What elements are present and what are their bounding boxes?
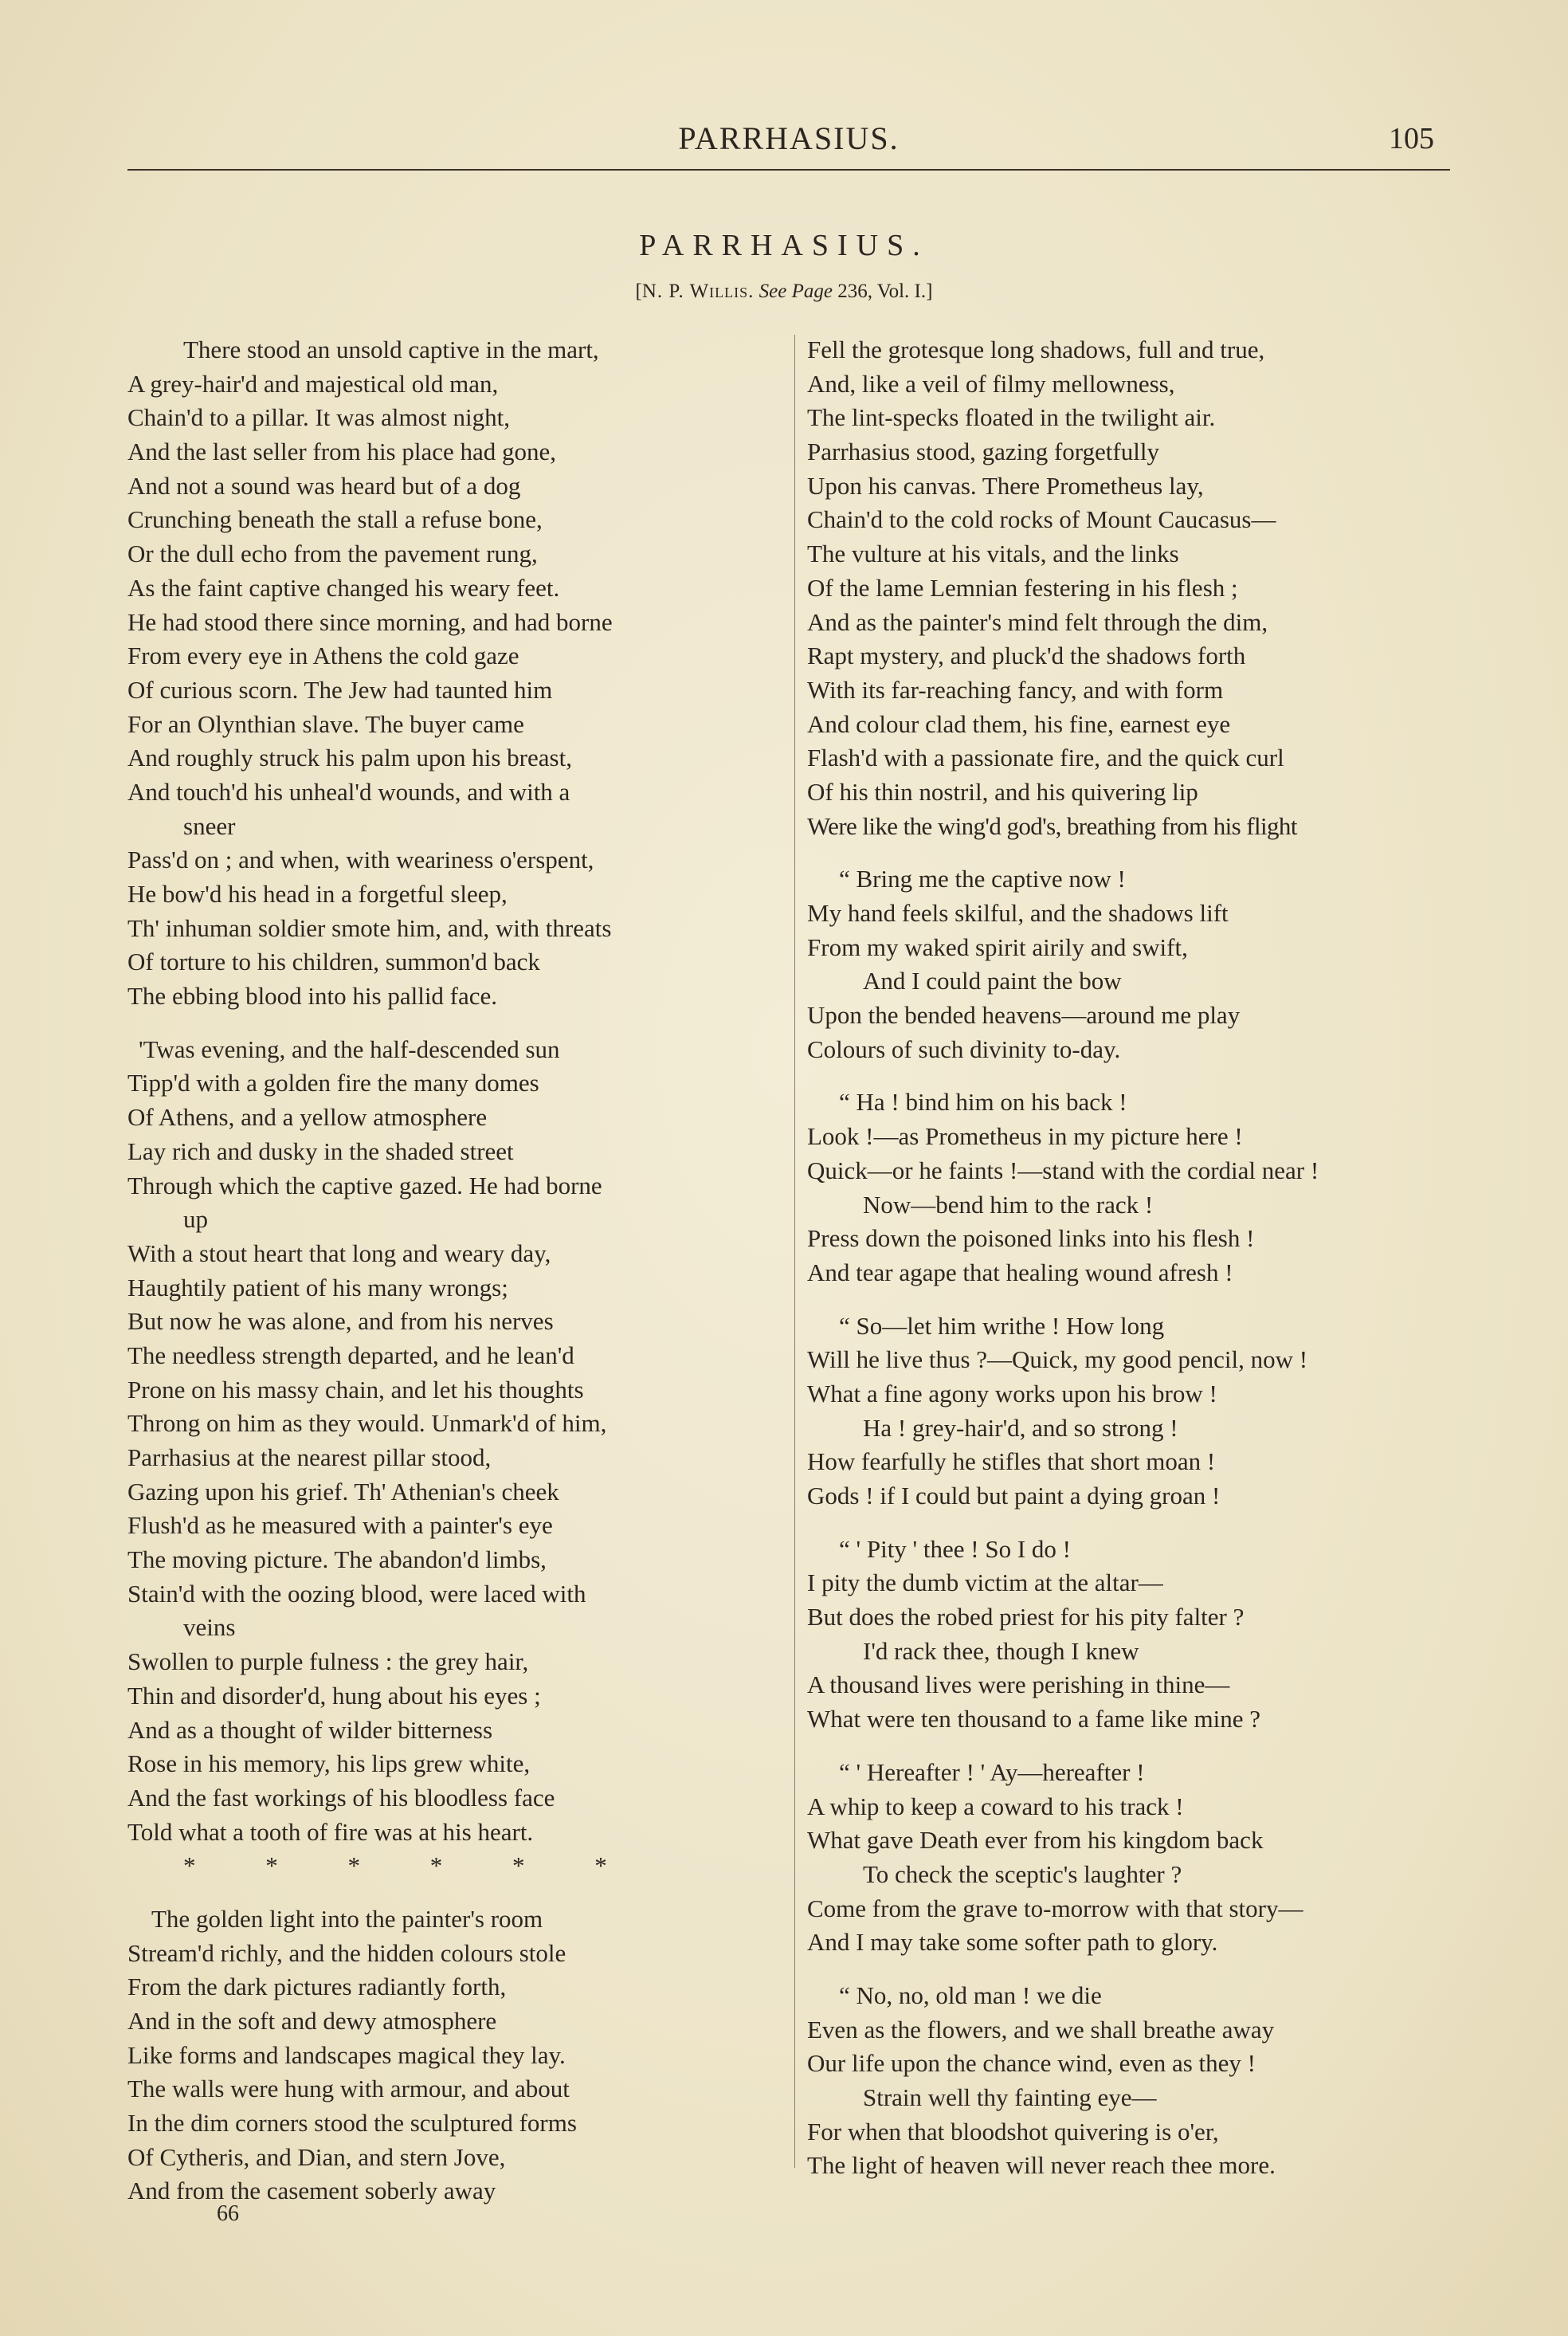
poem-line: Of Athens, and a yellow atmosphere	[127, 1103, 488, 1132]
poem-line: “ No, no, old man ! we die	[839, 1981, 1102, 2009]
running-title: PARRHASIUS.	[678, 120, 900, 156]
poem-line: I'd rack thee, though I knew	[863, 1636, 1139, 1665]
poem-line: Tipp'd with a golden fire the many domes	[127, 1069, 539, 1097]
poem-line: Rose in his memory, his lips grew white,	[127, 1749, 531, 1778]
poem-line: Pass'd on ; and when, with weariness o'erspent,	[127, 846, 594, 874]
poem-line: And I could paint the bow	[863, 967, 1122, 995]
poem-line: Press down the poisoned links into his flesh !	[807, 1224, 1255, 1253]
poem-line: “ ' Hereafter ! ' Ay—hereafter !	[839, 1757, 1145, 1786]
poem-line: A whip to keep a coward to his track !	[807, 1792, 1184, 1820]
poem-line: Or the dull echo from the pavement rung,	[127, 540, 538, 568]
poem-line: Parrhasius stood, gazing forgetfully	[807, 438, 1159, 466]
poem-line: The walls were hung with armour, and about	[127, 2075, 570, 2103]
poem-line: And not a sound was heard but of a dog	[127, 471, 521, 500]
column-divider	[794, 335, 795, 2168]
byline	[0, 281, 1568, 303]
poem-line: What gave Death ever from his kingdom back	[807, 1826, 1264, 1855]
byline-see: See Page	[759, 281, 833, 302]
poem-line: Stream'd richly, and the hidden colours stole	[127, 1938, 566, 1967]
poem-line: “ Ha ! bind him on his back !	[839, 1088, 1127, 1117]
poem-line: And as the painter's mind felt through the dim,	[807, 607, 1268, 636]
poem-line: sneer	[183, 811, 236, 840]
poem-line: Of Cytheris, and Dian, and stern Jove,	[127, 2142, 506, 2171]
poem-line: Flash'd with a passionate fire, and the quick curl	[807, 744, 1284, 772]
byline-bracket: [	[635, 281, 642, 302]
section-break-asterisks: * * * * * *	[183, 1851, 607, 1880]
poem-line: Of his thin nostril, and his quivering lip	[807, 777, 1198, 806]
left-column	[127, 333, 789, 2208]
poem-line: With a stout heart that long and weary day,	[127, 1239, 551, 1267]
poem-line: Thin and disorder'd, hung about his eyes ;	[127, 1681, 541, 1710]
poem-line: Upon the bended heavens—around me play	[807, 1001, 1241, 1030]
poem-line: And roughly struck his palm upon his breast,	[127, 744, 572, 772]
poem-line: And as a thought of wilder bitterness	[127, 1715, 493, 1744]
poem-line: Gazing upon his grief. Th' Athenian's cheek	[127, 1477, 559, 1506]
poem-line: Rapt mystery, and pluck'd the shadows forth	[807, 642, 1246, 670]
poem-line: Crunching beneath the stall a refuse bone,	[127, 505, 543, 534]
poem-line: Haughtily patient of his many wrongs;	[127, 1273, 508, 1301]
poem-line: There stood an unsold captive in the mart,	[183, 336, 599, 363]
poem-line: “ ' Pity ' thee ! So I do !	[839, 1534, 1071, 1563]
poem-line: The needless strength departed, and he lean'd	[127, 1341, 574, 1369]
poem-line: “ Bring me the captive now !	[839, 865, 1126, 893]
poem-line: Our life upon the chance wind, even as they !	[807, 2049, 1256, 2078]
poem-line: veins	[183, 1613, 236, 1642]
poem-line: And colour clad them, his fine, earnest eye	[807, 709, 1231, 738]
poem-line: To check the sceptic's laughter ?	[863, 1859, 1182, 1888]
poem-line: The light of heaven will never reach thee more.	[807, 2151, 1276, 2180]
poem-line: The ebbing blood into his pallid face.	[127, 982, 498, 1011]
poem-line: He bow'd his head in a forgetful sleep,	[127, 880, 508, 908]
poem-line: Ha ! grey-hair'd, and so strong !	[863, 1413, 1178, 1442]
poem-line: And in the soft and dewy atmosphere	[127, 2007, 497, 2035]
poem-line: Strain well thy fainting eye—	[863, 2083, 1157, 2111]
signature-mark: 66	[217, 2201, 239, 2226]
poem-line: And from the casement soberly away	[127, 2177, 496, 2205]
poem-line: Like forms and landscapes magical they lay.	[127, 2040, 566, 2069]
poem-line: Come from the grave to-morrow with that story—	[807, 1894, 1303, 1922]
poem-line: Were like the wing'd god's, breathing from his flight	[807, 811, 1297, 840]
poem-line: And the fast workings of his bloodless face	[127, 1783, 555, 1812]
right-column	[807, 333, 1468, 2183]
poem-line: But does the robed priest for his pity falter ?	[807, 1603, 1245, 1631]
poem-line: 'Twas evening, and the half-descended sun	[139, 1035, 560, 1063]
poem-line: The moving picture. The abandon'd limbs,	[127, 1545, 547, 1574]
poem-line: Th' inhuman soldier smote him, and, with threats	[127, 913, 612, 942]
poem-line: Gods ! if I could but paint a dying groan !	[807, 1482, 1221, 1510]
poem-line: What a fine agony works upon his brow !	[807, 1379, 1217, 1407]
poem-line: Of the lame Lemnian festering in his flesh ;	[807, 573, 1238, 602]
header-rule	[127, 169, 1450, 171]
poem-line: The vulture at his vitals, and the links	[807, 540, 1179, 568]
poem-line: Of curious scorn. The Jew had taunted him	[127, 675, 553, 704]
poem-line: Fell the grotesque long shadows, full and true,	[807, 336, 1265, 363]
poem-line: From my waked spirit airily and swift,	[807, 932, 1188, 961]
poem-line: And, like a veil of filmy mellowness,	[807, 369, 1175, 398]
poem-title: PARRHASIUS.	[639, 229, 929, 262]
poem-line: And I may take some softer path to glory.	[807, 1928, 1218, 1957]
poem-line: And the last seller from his place had gone,	[127, 438, 557, 466]
poem-line: He had stood there since morning, and had borne	[127, 607, 613, 636]
poem-line: Lay rich and dusky in the shaded street	[127, 1137, 514, 1165]
poem-line: A thousand lives were perishing in thine—	[807, 1671, 1230, 1699]
poem-line: Of torture to his children, summon'd back	[127, 948, 540, 976]
poem-line: Upon his canvas. There Prometheus lay,	[807, 471, 1204, 500]
poem-line: And touch'd his unheal'd wounds, and with a	[127, 777, 570, 806]
poem-line: Flush'd as he measured with a painter's eye	[127, 1511, 553, 1540]
poem-line: Throng on him as they would. Unmark'd of him,	[127, 1409, 607, 1438]
poem-line: The golden light into the painter's room	[151, 1904, 543, 1933]
poem-line: From every eye in Athens the cold gaze	[127, 642, 519, 670]
poem-line: I pity the dumb victim at the altar—	[807, 1568, 1163, 1597]
poem-line: Will he live thus ?—Quick, my good pencil, now !	[807, 1345, 1308, 1374]
poem-line: A grey-hair'd and majestical old man,	[127, 369, 499, 398]
poem-line: For when that bloodshot quivering is o'er,	[807, 2117, 1219, 2146]
poem-line: With its far-reaching fancy, and with form	[807, 675, 1224, 704]
poem-line: Swollen to purple fulness : the grey hair,	[127, 1647, 529, 1676]
poem-line: Parrhasius at the nearest pillar stood,	[127, 1443, 492, 1471]
poem-line: Stain'd with the oozing blood, were laced with	[127, 1579, 586, 1608]
page-number: 105	[1389, 122, 1434, 155]
poem-line: up	[183, 1205, 208, 1234]
poem-line: And tear agape that healing wound afresh !	[807, 1258, 1233, 1286]
poem-line: Chain'd to a pillar. It was almost night,	[127, 403, 511, 432]
byline-author: N. P. Willis.	[641, 281, 755, 302]
poem-line: But now he was alone, and from his nerves	[127, 1307, 554, 1336]
poem-line: “ So—let him writhe ! How long	[839, 1311, 1165, 1340]
poem-line: From the dark pictures radiantly forth,	[127, 1973, 507, 2001]
poem-line: My hand feels skilful, and the shadows lift	[807, 899, 1229, 927]
poem-line: Chain'd to the cold rocks of Mount Caucasus—	[807, 505, 1276, 534]
poem-line: In the dim corners stood the sculptured forms	[127, 2109, 577, 2138]
poem-line: What were ten thousand to a fame like mine ?	[807, 1705, 1260, 1733]
poem-line: Prone on his massy chain, and let his thoughts	[127, 1375, 584, 1404]
poem-line: The lint-specks floated in the twilight air.	[807, 403, 1216, 432]
byline-ref: 236, Vol. I.]	[837, 281, 933, 302]
running-head	[127, 120, 1450, 164]
poem-line: Through which the captive gazed. He had borne	[127, 1171, 602, 1199]
poem-line: Told what a tooth of fire was at his heart.	[127, 1817, 534, 1846]
poem-line: Now—bend him to the rack !	[863, 1190, 1154, 1219]
poem-line: Even as the flowers, and we shall breathe away	[807, 2015, 1275, 2044]
poem-line: Quick—or he faints !—stand with the cordial near !	[807, 1156, 1319, 1184]
poem-line: Colours of such divinity to-day.	[807, 1035, 1121, 1063]
poem-line: For an Olynthian slave. The buyer came	[127, 709, 524, 738]
poem-line: As the faint captive changed his weary feet.	[127, 573, 560, 602]
poem-line: Look !—as Prometheus in my picture here !	[807, 1122, 1243, 1151]
poem-line: How fearfully he stifles that short moan !	[807, 1447, 1216, 1476]
